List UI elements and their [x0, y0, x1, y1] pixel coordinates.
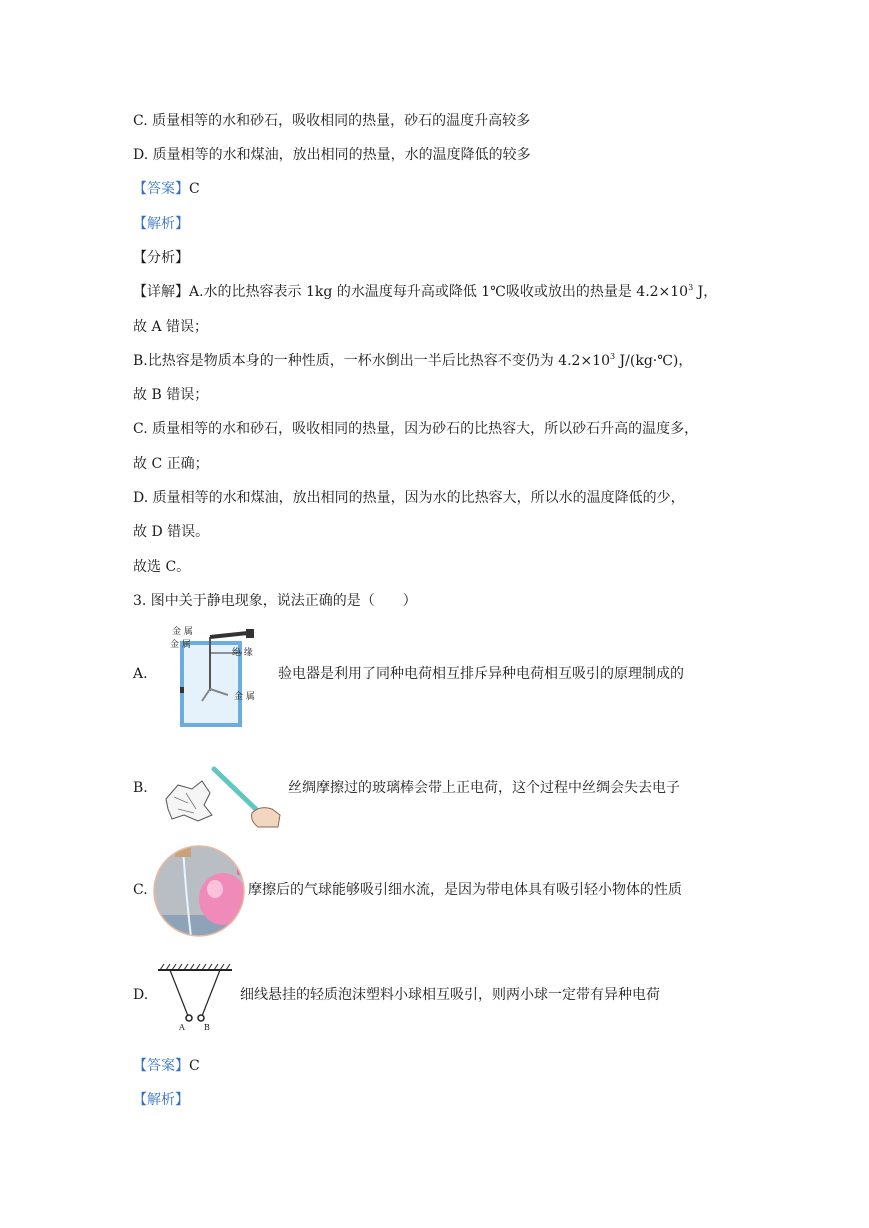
answer-value: C	[189, 181, 200, 197]
question-3: 3. 图中关于静电现象，说法正确的是（ ）	[133, 593, 417, 609]
option-d-text: D. 质量相等的水和煤油，放出相同的热量，水的温度降低的较多	[133, 147, 531, 163]
fenxi-label: 【分析】	[133, 250, 189, 266]
answer-value-2: C	[189, 1058, 200, 1074]
option-b-letter: B.	[133, 780, 148, 796]
detail-line-a: 【详解】A.水的比热容表示 1kg 的水温度每升高或降低 1℃吸收或放出的热量是 $4.2\times 10^3$ J，	[133, 283, 718, 300]
analysis-label: 【解析】	[133, 216, 189, 232]
d-wrong: 故 D 错误。	[133, 524, 210, 540]
detail-line-b: B.比热容是物质本身的一种性质，一杯水倒出一半后比热容不变仍为 $4.2\times 10^3$ J/(kg·℃)，	[133, 352, 693, 369]
a-wrong: 故 A 错误；	[133, 319, 209, 335]
option-d-text-2: 细线悬挂的轻质泡沫塑料小球相互吸引，则两小球一定带有异种电荷	[240, 987, 660, 1003]
ball-a-label: A	[179, 1023, 185, 1032]
glass-rod-silk-figure	[158, 763, 286, 831]
answer-label-2: 【答案】	[133, 1058, 189, 1074]
label-metal-2: 金 属	[170, 640, 191, 650]
electroscope-figure	[168, 623, 268, 728]
option-c-text-2: 摩擦后的气球能够吸引细水流，是因为带电体具有吸引轻小物体的性质	[248, 882, 682, 898]
label-insulator: 绝 缘	[232, 648, 253, 658]
detail-line-d: D. 质量相等的水和煤油，放出相同的热量，因为水的比热容大，所以水的温度降低的少，	[133, 490, 685, 506]
option-b-text: 丝绸摩擦过的玻璃棒会带上正电荷，这个过程中丝绸会失去电子	[288, 780, 680, 796]
detail-label: 【详解】	[133, 284, 189, 300]
choose-line: 故选 C。	[133, 559, 191, 575]
option-d-letter: D.	[133, 987, 149, 1003]
option-a-text: 验电器是利用了同种电荷相互排斥异种电荷相互吸引的原理制成的	[278, 666, 684, 682]
answer-label: 【答案】	[133, 181, 189, 197]
label-metal-1: 金 属	[172, 627, 193, 637]
answer-line-2	[133, 1056, 200, 1076]
b-wrong: 故 B 错误；	[133, 387, 209, 403]
option-a-letter: A.	[133, 666, 148, 682]
ball-b-label: B	[204, 1023, 210, 1032]
option-c-text: C. 质量相等的水和砂石，吸收相同的热量，砂石的温度升高较多	[133, 113, 531, 129]
detail-line-c: C. 质量相等的水和砂石，吸收相同的热量，因为砂石的比热容大，所以砂石升高的温度多，	[133, 421, 699, 437]
label-metal-3: 金 属	[234, 692, 255, 702]
answer-line	[133, 179, 200, 199]
analysis-label-2: 【解析】	[133, 1092, 189, 1108]
suspended-balls-figure	[156, 962, 236, 1034]
option-c-letter: C.	[133, 882, 148, 898]
c-right: 故 C 正确；	[133, 456, 209, 472]
balloon-water-figure	[153, 845, 248, 937]
